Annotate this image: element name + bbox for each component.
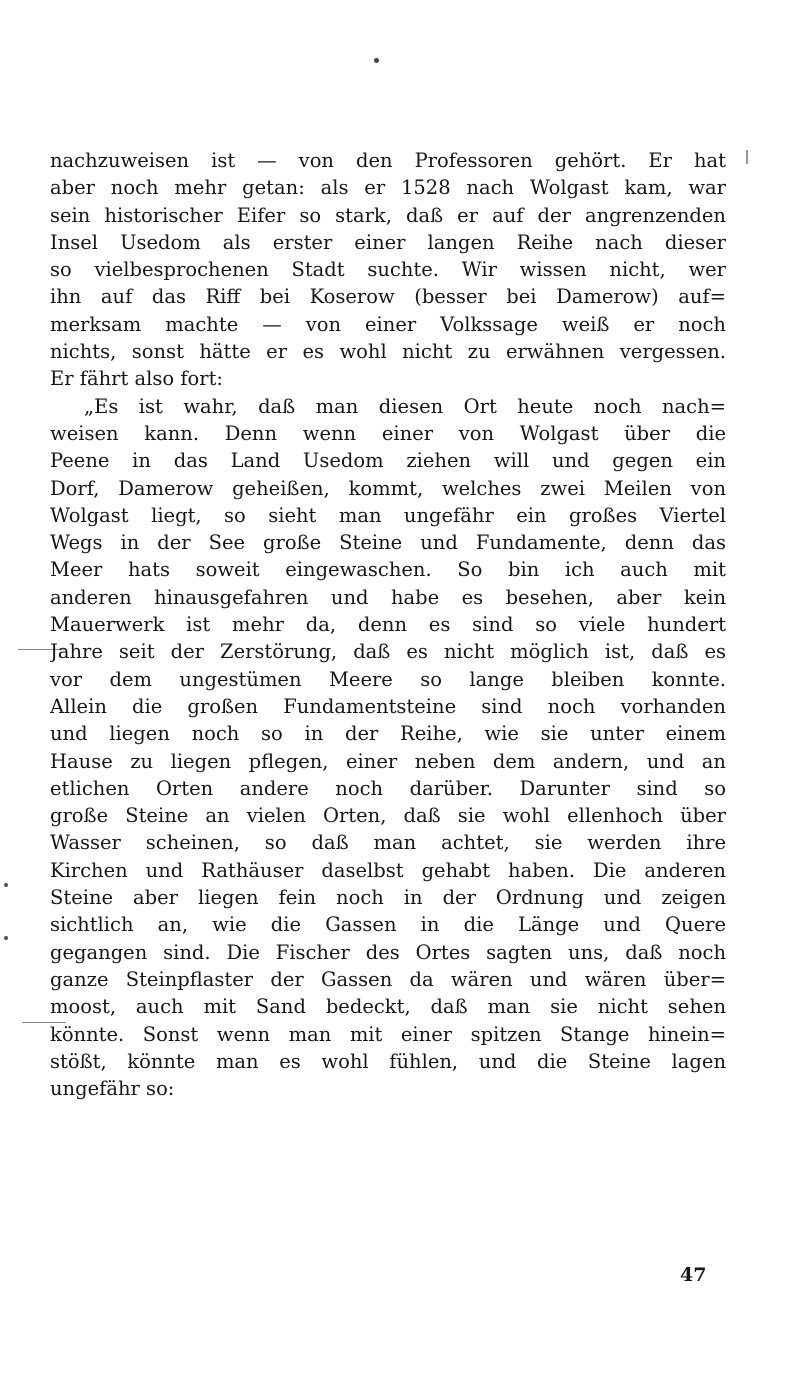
quote-line: könnte. Sonst wenn man mit einer spitzen Stange hinein=: [50, 1022, 726, 1046]
quote-line: Kirchen und Rathäuser daselbst gehabt haben. Die anderen: [50, 858, 726, 882]
quote-line: ganze Steinpflaster der Gassen da wären und wären über=: [50, 967, 726, 991]
quote-line: ungefähr so:: [50, 1077, 175, 1101]
quote-line: Peene in das Land Usedom ziehen will und gegen ein: [50, 449, 726, 473]
quote-line: Allein die großen Fundamentsteine sind noch vorhanden: [50, 694, 726, 718]
quote-line: stößt, könnte man es wohl fühlen, und die Steine lagen: [50, 1049, 726, 1073]
text-line: sein historischer Eifer so stark, daß er auf der angrenzenden: [50, 203, 726, 227]
quote-line: gegangen sind. Die Fischer des Ortes sagten uns, daß noch: [50, 940, 726, 964]
text-line: ihn auf das Riff bei Koserow (besser bei Damerow) auf=: [50, 285, 726, 309]
quote-line: Wasser scheinen, so daß man achtet, sie werden ihre: [50, 831, 726, 855]
quote-line: weisen kann. Denn wenn einer von Wolgast über die: [50, 421, 726, 445]
quote-line: vor dem ungestümen Meere so lange bleiben konnte.: [50, 667, 726, 691]
quote-line: sichtlich an, wie die Gassen in die Länge und Quere: [50, 913, 726, 937]
margin-mark: [746, 150, 748, 164]
print-speck: [374, 58, 379, 63]
text-line: nachzuweisen ist — von den Professoren gehört. Er hat: [50, 149, 726, 172]
quote-line: Meer hats soweit eingewaschen. So bin ich auch mit: [50, 558, 726, 582]
quote-line: Wegs in der See große Steine und Fundamente, denn das: [50, 531, 726, 555]
quote-line: Jahre seit der Zerstörung, daß es nicht möglich ist, daß es: [50, 640, 726, 664]
text-line: nichts, sonst hätte er es wohl nicht zu erwähnen vergessen.: [50, 340, 726, 364]
text-line: aber noch mehr getan: als er 1528 nach Wolgast kam, war: [50, 176, 726, 200]
quote-line: und liegen noch so in der Reihe, wie sie unter einem: [50, 722, 726, 746]
quote-line: Wolgast liegt, so sieht man ungefähr ein großes Viertel: [50, 503, 726, 527]
quote-line: Mauerwerk ist mehr da, denn es sind so viele hundert: [50, 613, 726, 637]
text-line: merksam machte — von einer Volkssage weiß er noch: [50, 312, 726, 336]
text-line: Insel Usedom als erster einer langen Reihe nach dieser: [50, 230, 726, 254]
quote-line: Steine aber liegen fein noch in der Ordnung und zeigen: [50, 886, 726, 910]
page-number: 47: [680, 1264, 707, 1286]
body-text: [50, 147, 726, 1102]
quote-line: Dorf, Damerow geheißen, kommt, welches zwei Meilen von: [50, 476, 726, 500]
margin-speck: [4, 883, 8, 887]
quote-line: „Es ist wahr, daß man diesen Ort heute noch nach=: [84, 394, 726, 418]
margin-speck: [4, 936, 8, 940]
text-line: so vielbesprochenen Stadt suchte. Wir wissen nicht, wer: [50, 258, 726, 282]
text-line: Er fährt also fort:: [50, 367, 224, 391]
quote-line: etlichen Orten andere noch darüber. Darunter sind so: [50, 776, 726, 800]
quote-line: Hause zu liegen pflegen, einer neben dem andern, und an: [50, 749, 726, 773]
quote-line: große Steine an vielen Orten, daß sie wohl ellenhoch über: [50, 804, 726, 828]
quote-line: moost, auch mit Sand bedeckt, daß man sie nicht sehen: [50, 995, 726, 1019]
quote-line: anderen hinausgefahren und habe es besehen, aber kein: [50, 585, 726, 609]
